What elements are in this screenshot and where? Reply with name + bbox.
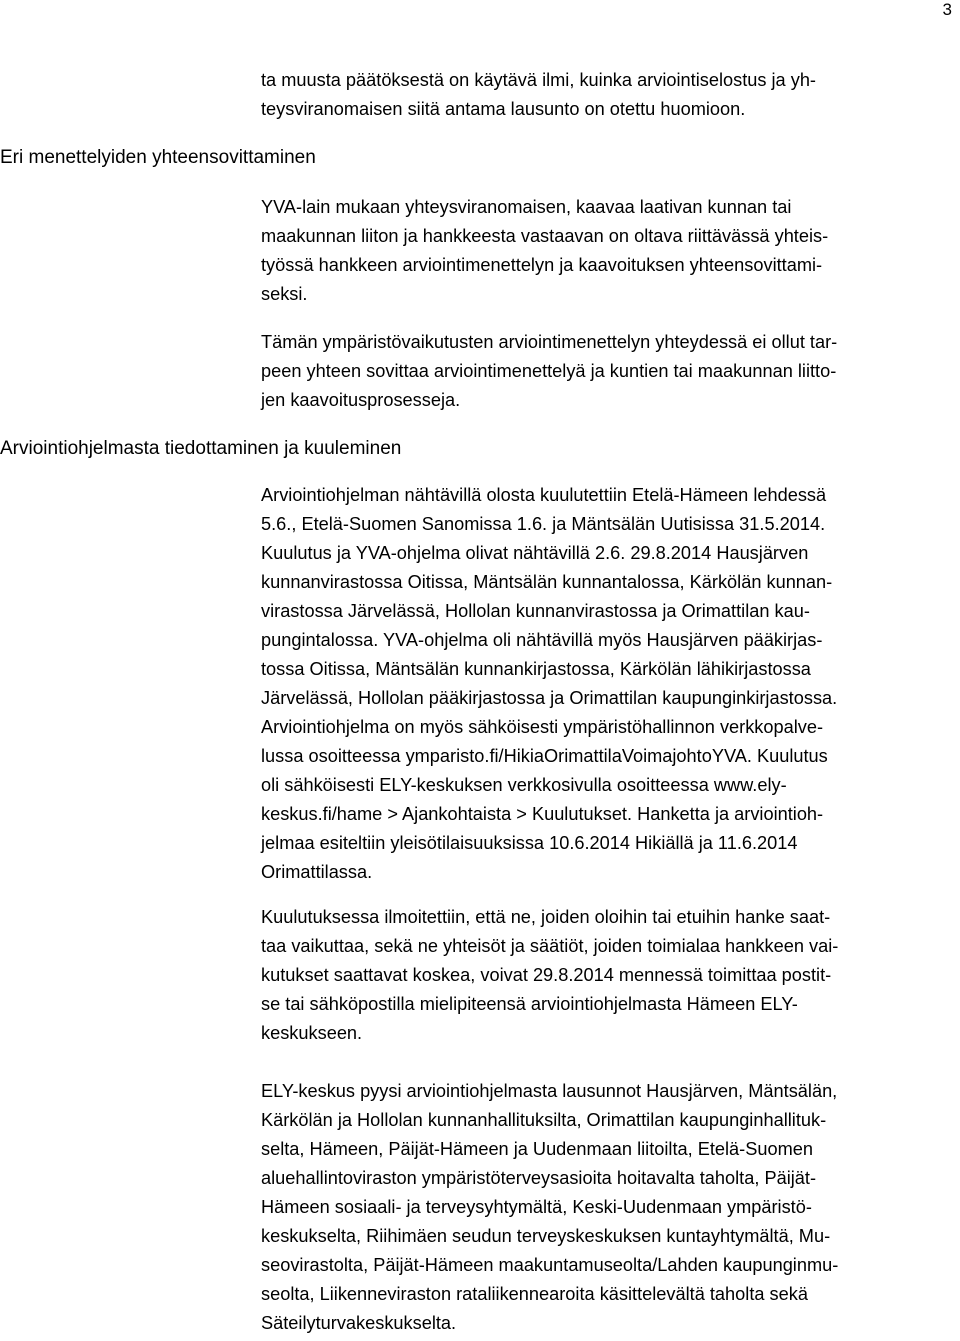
- text-line: jelmaa esiteltiin yleisötilaisuuksissa 10.6.2014 Hikiällä ja 11.6.2014: [261, 833, 798, 853]
- text-line: seovirastolta, Päijät-Hämeen maakuntamuseolta/Lahden kaupunginmu-: [261, 1255, 839, 1275]
- text-line: YVA-lain mukaan yhteysviranomaisen, kaavaa laativan kunnan tai: [261, 197, 792, 217]
- paragraph-opinions: [261, 903, 954, 1048]
- section-heading-communication: Arviointiohjelmasta tiedottaminen ja kuuleminen: [0, 438, 402, 459]
- text-line: Arviointiohjelman nähtävillä olosta kuulutettiin Etelä-Hämeen lehdessä: [261, 485, 827, 505]
- text-line: ta muusta päätöksestä on käytävä ilmi, kuinka arviointiselostus ja yh-: [261, 70, 816, 90]
- text-line: jen kaavoitusprosesseja.: [261, 390, 461, 410]
- text-line: seksi.: [261, 284, 308, 304]
- text-line: kutukset saattavat koskea, voivat 29.8.2014 mennessä toimittaa postit-: [261, 965, 832, 985]
- text-line: ELY-keskus pyysi arviointiohjelmasta lausunnot Hausjärven, Mäntsälän,: [261, 1081, 838, 1101]
- text-line: taa vaikuttaa, sekä ne yhteisöt ja säätiöt, joiden toimialaa hankkeen vai-: [261, 936, 839, 956]
- text-line: työssä hankkeen arviointimenettelyn ja kaavoituksen yhteensovittami-: [261, 255, 823, 275]
- text-line: maakunnan liiton ja hankkeesta vastaavan on oltava riittävässä yhteis-: [261, 226, 829, 246]
- text-line: teysviranomaisen siitä antama lausunto on otettu huomioon.: [261, 99, 746, 119]
- text-line: aluehallintoviraston ympäristöterveysasioita hoitavalta taholta, Päijät-: [261, 1168, 817, 1188]
- paragraph-continuation: [261, 66, 954, 124]
- text-line: Tämän ympäristövaikutusten arviointimenettelyn yhteydessä ei ollut tar-: [261, 332, 838, 352]
- text-line: virastossa Järvelässä, Hollolan kunnanvirastossa ja Orimattilan kau-: [261, 601, 810, 621]
- text-line: peen yhteen sovittaa arviointimenettelyä ja kuntien tai maakunnan liitto-: [261, 361, 837, 381]
- paragraph-statements: [261, 1077, 954, 1338]
- text-line: Järvelässä, Hollolan pääkirjastossa ja Orimattilan kaupunginkirjastossa.: [261, 688, 838, 708]
- text-line: Kärkölän ja Hollolan kunnanhallituksilta, Orimattilan kaupunginhallituk-: [261, 1110, 827, 1130]
- text-line: oli sähköisesti ELY-keskuksen verkkosivulla osoitteessa www.ely-: [261, 775, 787, 795]
- text-line: selta, Hämeen, Päijät-Hämeen ja Uudenmaan liitoilta, Etelä-Suomen: [261, 1139, 813, 1159]
- text-line: se tai sähköpostilla mielipiteensä arviointiohjelmasta Hämeen ELY-: [261, 994, 798, 1014]
- text-line: Säteilyturvakeskukselta.: [261, 1313, 457, 1333]
- text-line: kunnanvirastossa Oitissa, Mäntsälän kunnantalossa, Kärkölän kunnan-: [261, 572, 833, 592]
- paragraph-no-need: [261, 328, 954, 415]
- text-line: Kuulutuksessa ilmoitettiin, että ne, joiden oloihin tai etuihin hanke saat-: [261, 907, 831, 927]
- text-line: keskukseen.: [261, 1023, 363, 1043]
- section-heading-coordination: Eri menettelyiden yhteensovittaminen: [0, 147, 316, 168]
- text-line: keskukselta, Riihimäen seudun terveyskeskuksen kuntayhtymältä, Mu-: [261, 1226, 831, 1246]
- text-line: Arviointiohjelma on myös sähköisesti ympäristöhallinnon verkkopalve-: [261, 717, 824, 737]
- text-line: 5.6., Etelä-Suomen Sanomissa 1.6. ja Mäntsälän Uutisissa 31.5.2014.: [261, 514, 826, 534]
- text-line: Kuulutus ja YVA-ohjelma olivat nähtävillä 2.6. 29.8.2014 Hausjärven: [261, 543, 809, 563]
- text-line: keskus.fi/hame > Ajankohtaista > Kuulutukset. Hanketta ja arviointioh-: [261, 804, 824, 824]
- text-line: pungintalossa. YVA-ohjelma oli nähtävillä myös Hausjärven pääkirjas-: [261, 630, 823, 650]
- page-number: 3: [942, 0, 952, 19]
- text-line: Hämeen sosiaali- ja terveysyhtymältä, Keski-Uudenmaan ympäristö-: [261, 1197, 812, 1217]
- paragraph-announcement: [261, 481, 954, 887]
- text-line: Orimattilassa.: [261, 862, 373, 882]
- paragraph-yva-law: [261, 193, 954, 309]
- text-line: tossa Oitissa, Mäntsälän kunnankirjastossa, Kärkölän lähikirjastossa: [261, 659, 811, 679]
- text-line: lussa osoitteessa ymparisto.fi/HikiaOrimattilaVoimajohtoYVA. Kuulutus: [261, 746, 828, 766]
- text-line: seolta, Liikenneviraston rataliikennearoita käsittelevältä taholta sekä: [261, 1284, 808, 1304]
